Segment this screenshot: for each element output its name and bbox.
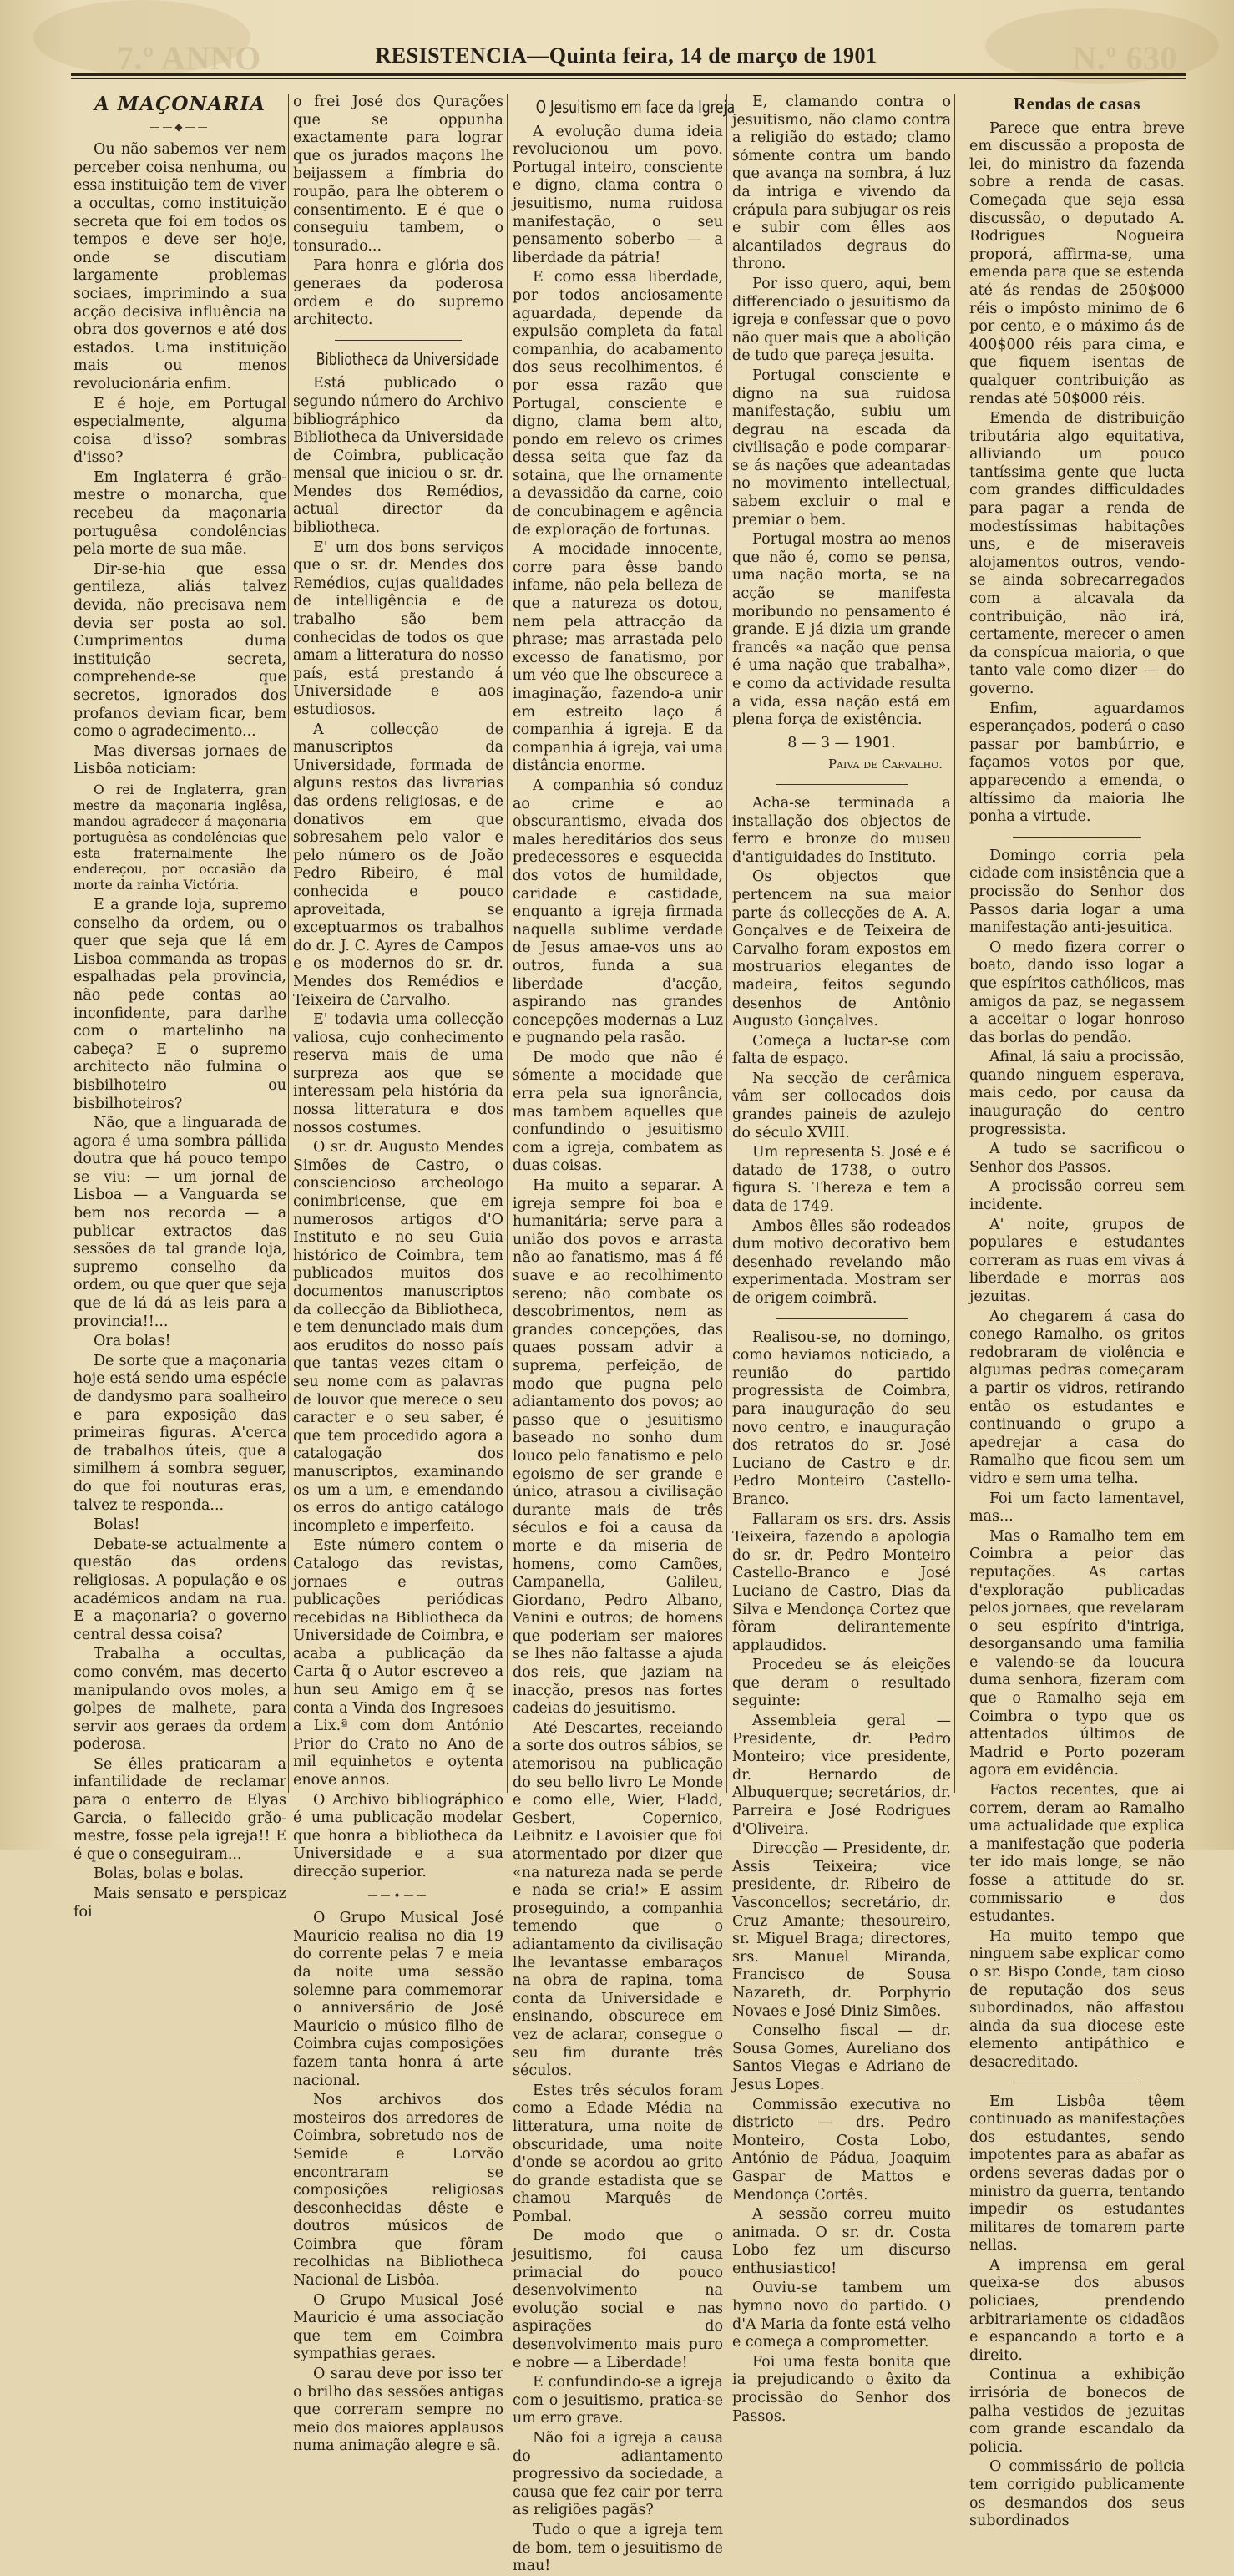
paragraph: A imprensa em geral queixa-se dos abusos policiaes, prendendo arbitrariamente os cidadãos e espancando a torto e a direito. [969,2256,1185,2364]
paragraph: Emenda de distribuição tributária algo equitativa, alliviando um pouco tantíssima gente que lucta com grandes difficuldades para pagar a renda de modestíssimas habitações uns, e de miseraveis alojamentos outros, vendo-se ainda sobrecarregados com a alcavala da contribuição, não irá, certamente, merecer o amen da conspícua maioria, o que tanto vale como dizer — do governo. [969,410,1185,697]
paragraph: A' noite, grupos de populares e estudantes correram as ruas em vivas á liberdade e morras aos jezuitas. [969,1216,1185,1305]
paragraph: Commissão executiva no districto — drs. Pedro Monteiro, Costa Lobo, António de Pádua, Joaquim Gaspar de Mattos e Mendonça Cortês. [732,2096,951,2204]
article-title-rendas: Rendas de casas [1013,94,1141,114]
paragraph: E a grande loja, supremo conselho da ordem, ou o quer que seja que lá em Lisboa commanda as tropas espalhadas pela provincia, não pede contas ao inconfidente, para darlhe com o martelinho na cabeça? E o supremo architecto não fulmina o bisbilhoteiro ou bisbilhoteiros? [73,896,286,1112]
paragraph: A procissão correu sem incidente. [969,1178,1185,1214]
paragraph: Domingo corria pela cidade com insistência que a procissão do Senhor dos Passos daria logar a uma manifestação anti-jesuitica. [969,847,1185,937]
paragraph: Debate-se actualmente a questão das ordens religiosas. A população e os académicos andam na rua. E a maçonaria? o governo central dessa coisa? [73,1536,286,1643]
paragraph: De modo que o jesuitismo, foi causa primacial do pouco desenvolvimento na evolução social e nas aspirações do desenvolvimento mais puro e nobre — a Liberdade! [513,2228,723,2371]
paragraph: Enfim, aguardamos esperançados, poderá o caso passar por bambúrrio, e façamos votos por que, apparecendo a emenda, o altíssimo da maioria lhe ponha a virtude. [969,700,1185,826]
article-title-maconaria: A MAÇONARIA [94,93,266,115]
paragraph: A companhia só conduz ao crime e ao obscurantismo, eivada dos males hereditários dos seus predecessores e esquecida dos votos de humildade, caridade e castidade, enquanto a igreja firmada naquella sublime verdade de Jesus amae-vos uns ao outros, funda a sua liberdade d'acção, aspirando nas grandes concepções modernas a Luz e pugnando pela rasão. [513,777,723,1047]
column-2 [293,94,503,2455]
article-date: 8 — 3 — 1901. [787,734,896,752]
paragraph: Ao chegarem á casa do conego Ramalho, os gritos redobraram de violência e algumas pedras começaram a partir os vidros, retirando então os estudantes e continuando o grupo a apedrejar a casa do Ramalho que ficou sem um vidro e sem uma telha. [969,1308,1185,1487]
paragraph: Tudo o que a igreja tem de bom, tem o jesuitismo de mau! [513,2521,723,2575]
paragraph: Portugal mostra ao menos que não é, como se pensa, uma nação morta, se na acção se manifesta moribundo no pensamento é grande. E já dizia um grande francês «a nação que pensa é uma nação que trabalha», e como da actividade resulta a vida, essa nação está em plena força de existência. [732,531,951,729]
paragraph: Na secção de cerâmica vâm ser collocados dois grandes paineis de azulejo do século XVIII. [732,1070,951,1141]
paragraph: Ouviu-se tambem um hymno novo do partido. O d'A Maria da fonte está velho e começa a comprometter. [732,2280,951,2351]
column-5 [969,94,1185,2530]
masthead [50,39,1202,77]
paragraph: Não, que a linguarada de agora é uma sombra pállida doutra que há pouco tempo se viu: — um jornal de Lisboa — a Vanguarda se bem nos recorda — a publicar extractos das sessões da tal grande loja, supremo conselho da ordem, ou que quer que seja que de lá dá as leis para a provincia!!... [73,1115,286,1330]
paragraph: Nos archivos dos mosteiros dos arredores de Coimbra, sobretudo nos de Semide e Lorvão encontraram se composições religiosas desconhecidas dêste e doutros músicos de Coimbra que fôram recolhidas na Bibliotheca Nacional de Lisbôa. [293,2092,503,2290]
paragraph: E, clamando contra o jesuitismo, não clamo contra a religião do estado; clamo sómente contra um bando que avança na sombra, á luz da intriga e vivendo da crápula para subjugar os reis e subir com êlles aos alcantilados degraus do throno. [732,94,951,273]
paragraph: Afinal, lá saiu a procissão, quando ninguem esperava, mais cedo, por causa da inauguração do centro progressista. [969,1049,1185,1138]
paragraph: Ha muito tempo que ninguem sabe explicar como o sr. Bispo Conde, tam cioso de reputação dos seus subordinados, não affastou ainda da sua diocese este elemento antipáthico e desacreditado. [969,1927,1185,2071]
column-4 [732,94,951,2425]
paragraph: Fallaram os srs. drs. Assis Teixeira, fazendo a apologia do sr. dr. Pedro Monteiro Castello-Branco e José Luciano de Castro, Dias da Silva e Mendonça Cortez que fôram delirantemente applaudidos. [732,1511,951,1654]
paragraph: A collecção de manuscriptos da Universidade, formada de alguns restos das livrarias das ordens religiosas, e de donativos em que sobresahem pelo valor e pelo número os de João Pedro Ribeiro, é mal conhecida e pouco aproveitada, se exceptuarmos os trabalhos do dr. J. C. Ayres de Campos e os modernos do sr. dr. Mendes dos Remédios e Teixeira de Carvalho. [293,721,503,1009]
paragraph: Um representa S. José e é datado de 1738, o outro figura S. Thereza e tem a data de 1749. [732,1144,951,1216]
section-separator [1013,837,1142,838]
paragraph: O Archivo bibliográphico é uma publicação modelar que honra a bibliotheca da Universidade e a sua direcção superior. [293,1791,503,1880]
column-divider [507,94,508,1793]
paragraph: Se êlles praticaram a infantilidade de reclamar para o enterro de Elyas Garcia, o fallecido grão-mestre, fosse pela igreja!! E é que o conseguiram... [73,1755,286,1863]
paragraph: Ou não sabemos ver nem perceber coisa nenhuma, ou essa instituição tem de viver a occultas, como instituição secreta que foi em todos os tempos e deve ser hoje, onde se discutiam largamente problemas sociaes, imprimindo a sua acção decisiva influência na obra dos governos e até dos estados. Uma instituição mais ou menos revolucionária enfim. [73,141,286,392]
paragraph: Assembleia geral — Presidente, dr. Pedro Monteiro; vice presidente, dr. Bernardo de Albuquerque; secretários, dr. Parreira e José Rodrigues d'Oliveira. [732,1713,951,1838]
column-3 [513,94,736,2575]
paragraph: Foi uma festa bonita que ia prejudicando o êxito da procissão do Senhor dos Passos. [732,2353,951,2425]
paragraph: Para honra e glória dos generaes da poderosa ordem e do supremo architecto. [293,257,503,329]
paragraph: Bolas! [94,1516,140,1534]
ghost-issue-number: N.º 630 [1072,39,1177,77]
paragraph: Ha muito a separar. A igreja sempre foi boa e humanitária; serve para a união dos povos e arrasta não ao fanatismo, mas á fé suave e ao recolhimento sereno; não combate os descobrimentos, nem as grandes concepções, das quaes possam advir a suprema, perfeição, de modo que pugna pelo adiantamento dos povos; ao passo que o jesuitismo baseado no sonho dum louco pelo fanatismo e pelo egoismo de ser grande e único, atrasou a civilisação durante mais de três séculos e foi a causa da morte e da miseria de homens, como Camões, Campanella, Galileu, Giordano, Pedro Albano, Vanini e outros; de homens que poderiam ser maiores se lhes não faltasse a ajuda dos reis, que jaziam na inacção, presos nas fortes cadeias do jesuitismo. [513,1177,723,1718]
paragraph: O Grupo Musical José Mauricio realisa no dia 19 do corrente pelas 7 e meia da noite uma sessão solemne para commemorar o anniversário de José Mauricio o músico filho de Coimbra cujas composições fazem tanta honra á arte nacional. [293,1910,503,2089]
paragraph: Dir-se-hia que essa gentileza, aliás talvez devida, não precisava nem devia ser posta ao sol. Cumprimentos duma instituição secreta, comprehende-se que secretos, ignorados dos profanos deviam ficar, bem como o agradecimento... [73,560,286,741]
header-rule [71,73,1186,76]
section-separator [776,1318,907,1319]
paragraph: Mas diversas jornaes de Lisbôa noticiam: [73,742,286,778]
paragraph: E' um dos bons serviços que o sr. dr. Mendes dos Remédios, cujas qualidades de intelligência e de trabalho são bem conhecidas de todos os que amam a litteratura do nosso país, está prestando á Universidade e aos estudiosos. [293,539,503,718]
paragraph: O sr. dr. Augusto Mendes Simões de Castro, o consciencioso archeologo conimbricense, que em numerosos artigos d'O Instituto e no seu Guia histórico de Coimbra, tem publicados muitos dos documentos manuscriptos da collecção da Bibliotheca, e tem denunciado mais dum aos eruditos do nosso país que tantas vezes citam o seu nome com as palavras de louvor que merece o seu caracter e o seu saber, é que tem procedido agora a catalogação dos manuscriptos, examinando os um a um, e emendando os erros do antigo catálogo incompleto e imperfeito. [293,1139,503,1535]
ornament: ——✦—— [367,1889,429,1901]
section-separator [776,784,907,785]
column-divider [954,94,955,1793]
column-1 [73,93,286,1921]
paragraph: A evolução duma ideia revolucionou um povo. Portugal inteiro, consciente e digno, clama contra o jesuitismo, numa ruidosa manifestação, o seu pensamento soberbo — a liberdade da pátria! [513,123,723,266]
paragraph: De sorte que a maçonaria hoje está sendo uma espécie de dandysmo para soalheiro e para exposição das primeiras figuras. A'cerca de trabalhos úteis, que a similhem á sombra seguer, do que foi nouturas eras, talvez te responda... [73,1352,286,1514]
ornament: ——◆—— [149,120,210,133]
header-rule-thin [71,78,1186,79]
paragraph: O commissário de policia tem corrigido publicamente os desmandos dos seus subordinados [969,2458,1185,2530]
paragraph: Os objectos que pertencem na sua maior parte ás collecções de A. A. Gonçalves e de Teixeira de Carvalho foram expostos em mostruarios elegantes de madeira, feitos segundo desenhos de Antônio Augusto Gonçalves. [732,868,951,1030]
paragraph: O sarau deve por isso ter o brilho das sessões antigas que correram sempre no meio dos maiores applausos numa animação alegre e sã. [293,2366,503,2455]
paragraph: Procedeu se ás eleições que deram o resultado seguinte: [732,1657,951,1710]
paragraph: Parece que entra breve em discussão a proposta de lei, do ministro da fazenda sobre a renda de casas. Começada que seja essa discussão, o deputado A. Rodrigues Nogueira proporá, affirma-se, uma emenda para que se estenda até ás rendas de 250$000 réis o impôsto minimo de 6 por cento, e o máximo ás de 400$000 réis para cima, e que fiquem isentas de qualquer contribuição as rendas até 50$000 réis. [969,119,1185,407]
paragraph: Continua a exhibição irrisória de bonecos de palha vestidos de jezuitas com grande escandalo da policia. [969,2366,1185,2456]
paragraph: O Grupo Musical José Mauricio é uma associação que tem em Coimbra sympathias geraes. [293,2291,503,2363]
paragraph: Acha-se terminada a installação dos objectos de ferro e bronze do museu d'antiguidades do Instituto. [732,794,951,866]
paragraph: Não foi a igreja a causa do adiantamento progressivo da sociedade, a causa que fez cair por terra as religiões pagãs? [513,2430,723,2519]
ghost-year-label: 7.º ANNO [117,39,261,77]
paragraph: Direcção — Presidente, dr. Assis Teixeira; vice presidente, dr. Ribeiro de Vasconcellos; secretário, dr. Cruz Amante; thesoureiro, sr. Miguel Braga; directores, srs. Manuel Miranda, Francisco de Sousa Nazareth, dr. Porphyrio Novaes e José Diniz Simões. [732,1840,951,2020]
paragraph: Em Inglaterra é grão-mestre o monarcha, que recebeu da maçonaria portuguêsa condolências pela morte de sua mãe. [73,468,286,559]
paragraph: o frei José dos Qurações que se oppunha exactamente para lograr que os jurados maçons lhe beijassem a fímbria do roupão, para lhe obterem o consentimento. E é que o conseguiu tambem, o tonsurado... [293,94,503,255]
paragraph: Em Lisbôa têem continuado as manifestações dos estudantes, sendo impotentes para as abafar as ordens severas dadas por o ministro da guerra, tentando impedir os estudantes militares de tomarem parte nellas. [969,2093,1185,2255]
paragraph: Ora bolas! [94,1333,171,1350]
masthead-title: RESISTENCIA—Quinta feira, 14 de março de 1901 [375,43,877,68]
article-title-bibliotheca: Bibliotheca da Universidade [316,348,499,369]
paragraph: O medo fizera correr o boato, dando isso logar a que espíritos cathólicos, mas amigos da paz, se negassem a acceitar o logar honroso das borlas do pendão. [969,939,1185,1046]
column-divider [288,94,289,1793]
paragraph: Está publicado o segundo número do Archivo bibliográphico da Bibliotheca da Universidade de Coimbra, publicação mensal que iniciou o sr. dr. Mendes dos Remédios, actual director da bibliotheca. [293,375,503,537]
paragraph: Por isso quero, aqui, bem differenciado o jesuitismo da igreja e confessar que o povo não quer mais que a abolição de tudo que pareça jesuita. [732,275,951,365]
paragraph: A mocidade innocente, corre para êsse bando infame, não pela belleza de que a natureza os dotou, nem pela attracção da phrase; mas arrastada pelo excesso de fanatismo, por um véo que lhe obscurece a imaginação, fazendo-a unir em estreito laço á companhia á igreja. E da companhia á igreja, vai uma distância enorme. [513,541,723,775]
paragraph: Este número contem o Catalogo das revistas, jornaes e outras publicações periódicas recebidas na Bibliotheca da Universidade de Coimbra, e acaba a publicação da Carta q̃ o Autor escreveo a hun seu Amigo em q̃ se conta a Vinda dos Ingresoes a Lix.ª com dom António Prior do Crato no Ano de mil equinhetos e oytenta enove annos. [293,1537,503,1789]
paragraph: Mais sensato e perspicaz foi [73,1885,286,1921]
paragraph: Trabalha a occultas, como convém, mas decerto manipulando ovos moles, a golpes de malhete, para servir aos geraes da ordem poderosa. [73,1646,286,1754]
paragraph: Mas o Ramalho tem em Coimbra a peior das reputações. As cartas d'exploração publicadas pelos jornaes, que revelaram o seu espírito d'intriga, desorgansando uma familia e valendo-se da loucura duma senhora, fizeram com que o Ramalho seja em Coimbra o typo que os attentados últimos de Madrid e Porto pozeram agora em evidência. [969,1527,1185,1779]
paragraph: Factos recentes, que ai correm, deram ao Ramalho uma actualidade que explica a manifestação que poderia ter ido mais longe, se não fosse a attitude do sr. commissario e dos estudantes. [969,1782,1185,1926]
paragraph: De modo que não é sómente a mocidade que erra pela sua ignorância, mas tambem aquelles que confundindo o jesuitismo com a igreja, combatem as duas coisas. [513,1049,723,1175]
paragraph: A sessão correu muito animada. O sr. dr. Costa Lobo fez um discurso enthusiastico! [732,2206,951,2277]
paragraph: A tudo se sacrificou o Senhor dos Passos. [969,1141,1185,1176]
paragraph: Conselho fiscal — dr. Sousa Gomes, Aureliano dos Santos Viegas e Adriano de Jesus Lopes. [732,2022,951,2093]
paragraph: Portugal consciente e digno na sua ruidosa manifestação, subiu um degrau na escada da civilisação e pode comparar-se ás nações que adeantadas no movimento intellectual, sabem excluir o mal e premiar o bem. [732,367,951,529]
paragraph: E como essa liberdade, por todos anciosamente aguardada, depende da expulsão completa da fatal companhia, do acabamento dos seus recolhimentos, é por essa razão que Portugal, consciente e digno, clama bem alto, pondo em relevo os crimes dessa seita que faz da sotaina, que lhe ornamente a devassidão da carne, coio de concubinagem e agência de exploração de fortunas. [513,269,723,539]
paragraph: E confundindo-se a igreja com o jesuitismo, pratica-se um erro grave. [513,2374,723,2427]
paragraph: Começa a luctar-se com falta de espaço. [732,1032,951,1068]
paragraph: Até Descartes, receiando a sorte dos outros sábios, se atemorisou na publicação do seu bello livro Le Monde e como elle, Wier, Fladd, Gesbert, Copernico, Leibnitz e Lavoisier que foi atormentado por dizer que «na natureza nada se perde e nada se cria!» E assim proseguindo, a companhia temendo que o adiantamento da civilisação lhe levantasse embaraços na obra de rapina, toma conta da Universidade e ensinando, obscurece em vez de aclarar, consegue o seu fim durante três séculos. [513,1719,723,2080]
quote: O rei de Inglaterra, gran mestre da maçonaria inglêsa, mandou agradecer á maçonaria portuguêsa as condolências que esta fraternalmente lhe endereçou, por occasião da morte da rainha Victória. [73,782,286,893]
paragraph: Bolas, bolas e bolas. [94,1865,245,1883]
paragraph: Foi um facto lamentavel, mas... [969,1490,1185,1526]
article-title-jesuitismo: O Jesuitismo em face da Igreja [535,97,736,117]
paragraph: E é hoje, em Portugal especialmente, alguma coisa d'isso? sombras d'isso? [73,395,286,467]
paragraph: E' todavia uma collecção valiosa, cujo conhecimento reserva mais de uma surpreza aos que se interessam pela história da nossa litteratura e dos nossos costumes. [293,1011,503,1136]
paragraph: Ambos êlles são rodeados dum motivo decorativo bem desenhado revelando mão experimentada. Mostram ser de origem coimbrã. [732,1217,951,1307]
paragraph: Realisou-se, no domingo, como haviamos noticiado, a reunião do partido progressista de Coimbra, para inauguração do seu novo centro, e inauguração dos retratos do sr. José Luciano de Castro e dr. Pedro Monteiro Castello-Branco. [732,1328,951,1508]
section-separator [335,340,461,341]
paragraph: Estes três séculos foram como a Edade Média na litteratura, uma noite de obscuridade, uma noite d'onde se acordou ao grito do grande estadista que se chamou Marquês de Pombal. [513,2082,723,2225]
column-divider [726,94,727,1793]
author-signature: Paiva de Carvalho. [827,757,943,772]
